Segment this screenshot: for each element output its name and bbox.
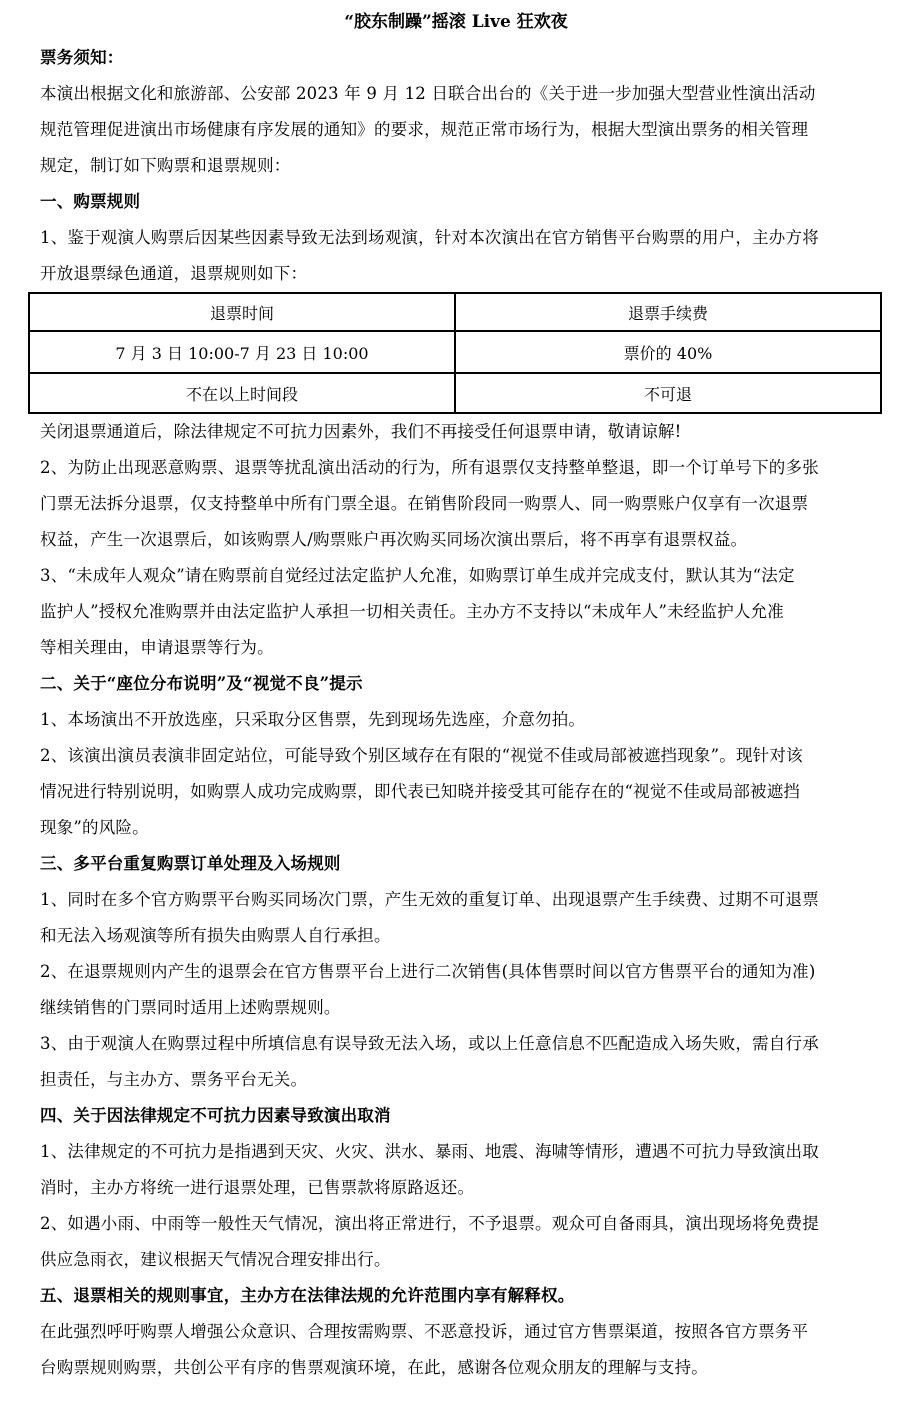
table-cell: 不在以上时间段	[29, 373, 455, 413]
section2-p1-line: 1、本场演出不开放选座，只采取分区售票，先到现场先选座，介意勿拍。	[40, 710, 586, 729]
table-cell: 7 月 3 日 10:00-7 月 23 日 10:00	[29, 331, 455, 373]
section2-heading: 二、关于“座位分布说明”及“视觉不良”提示	[40, 674, 363, 693]
intro-line: 规范管理促进演出市场健康有序发展的通知》的要求，规范正常市场行为，根据大型演出票务的相关管理	[40, 120, 809, 139]
section4-p1-line: 1、法律规定的不可抗力是指遇到天灾、火灾、洪水、暴雨、地震、海啸等情形，遭遇不可抗力导致演出取	[40, 1142, 819, 1161]
section4-p1-line: 消时，主办方将统一进行退票处理，已售票款将原路返还。	[40, 1178, 475, 1197]
section5-p1-line: 在此强烈呼吁购票人增强公众意识、合理按需购票、不恶意投诉，通过官方售票渠道，按照各官方票务平	[40, 1322, 809, 1341]
section3-p2-line: 2、在退票规则内产生的退票会在官方售票平台上进行二次销售(具体售票时间以官方售票平台的通知为准)	[40, 962, 816, 981]
section1-p3-line: 3、“未成年人观众”请在购票前自觉经过法定监护人允准，如购票订单生成并完成支付，默认其为“法定	[40, 566, 795, 585]
section1-p1-line: 1、鉴于观演人购票后因某些因素导致无法到场观演，针对本次演出在官方销售平台购票的用户，主办方将	[40, 228, 819, 247]
section3-p2-line: 继续销售的门票同时适用上述购票规则。	[40, 998, 341, 1017]
section2-p2-line: 情况进行特别说明，如购票人成功完成购票，即代表已知晓并接受其可能存在的“视觉不佳或局部被遮挡	[40, 782, 801, 801]
table-cell: 不可退	[455, 373, 881, 413]
table-header-cell: 退票手续费	[455, 293, 881, 331]
section3-p3-line: 担责任，与主办方、票务平台无关。	[40, 1070, 308, 1089]
section3-p1-line: 和无法入场观演等所有损失由购票人自行承担。	[40, 926, 391, 945]
section2-p2-line: 现象”的风险。	[40, 818, 149, 837]
section1-p3-line: 等相关理由，申请退票等行为。	[40, 638, 274, 657]
table-row	[29, 331, 881, 373]
section3-p1-line: 1、同时在多个官方购票平台购买同场次门票，产生无效的重复订单、出现退票产生手续费、过期不可退票	[40, 890, 819, 909]
table-row	[29, 373, 881, 413]
section4-p2-line: 供应急雨衣，建议根据天气情况合理安排出行。	[40, 1250, 391, 1269]
intro-line: 规定，制订如下购票和退票规则：	[40, 156, 291, 175]
refund-rules-table	[28, 292, 882, 414]
section1-p2-line: 门票无法拆分退票，仅支持整单中所有门票全退。在销售阶段同一购票人、同一购票账户仅享有一次退票	[40, 494, 809, 513]
section5-heading: 五、退票相关的规则事宜，主办方在法律法规的允许范围内享有解释权。	[40, 1286, 575, 1305]
section5-p1-line: 台购票规则购票，共创公平有序的售票观演环境，在此，感谢各位观众朋友的理解与支持。	[40, 1358, 708, 1377]
section1-p3-line: 监护人”授权允准购票并由法定监护人承担一切相关责任。主办方不支持以“未成年人”未经监护人允准	[40, 602, 785, 621]
section4-heading: 四、关于因法律规定不可抗力因素导致演出取消	[40, 1106, 391, 1125]
section2-p2-line: 2、该演出演员表演非固定站位，可能导致个别区域存在有限的“视觉不佳或局部被遮挡现象”。现针对该	[40, 746, 803, 765]
table-header-cell: 退票时间	[29, 293, 455, 331]
section3-heading: 三、多平台重复购票订单处理及入场规则	[40, 854, 341, 873]
document-title: “胶东制躁”摇滚 Live 狂欢夜	[344, 12, 568, 32]
notice-heading: 票务须知：	[40, 48, 124, 67]
table-header-row	[29, 293, 881, 331]
intro-line: 本演出根据文化和旅游部、公安部 2023 年 9 月 12 日联合出台的《关于进一步加强大型营业性演出活动	[40, 84, 816, 103]
section1-p1-line: 开放退票绿色通道，退票规则如下：	[40, 264, 308, 283]
after-table-note: 关闭退票通道后，除法律规定不可抗力因素外，我们不再接受任何退票申请，敬请谅解!	[40, 422, 682, 441]
section3-p3-line: 3、由于观演人在购票过程中所填信息有误导致无法入场，或以上任意信息不匹配造成入场失败，需自行承	[40, 1034, 819, 1053]
section1-heading: 一、购票规则	[40, 192, 141, 211]
table-cell: 票价的 40%	[455, 331, 881, 373]
section1-p2-line: 权益，产生一次退票后，如该购票人/购票账户再次购买同场次演出票后，将不再享有退票权益。	[40, 530, 748, 549]
section4-p2-line: 2、如遇小雨、中雨等一般性天气情况，演出将正常进行，不予退票。观众可自备雨具，演出现场将免费提	[40, 1214, 819, 1233]
section1-p2-line: 2、为防止出现恶意购票、退票等扰乱演出活动的行为，所有退票仅支持整单整退，即一个订单号下的多张	[40, 458, 819, 477]
